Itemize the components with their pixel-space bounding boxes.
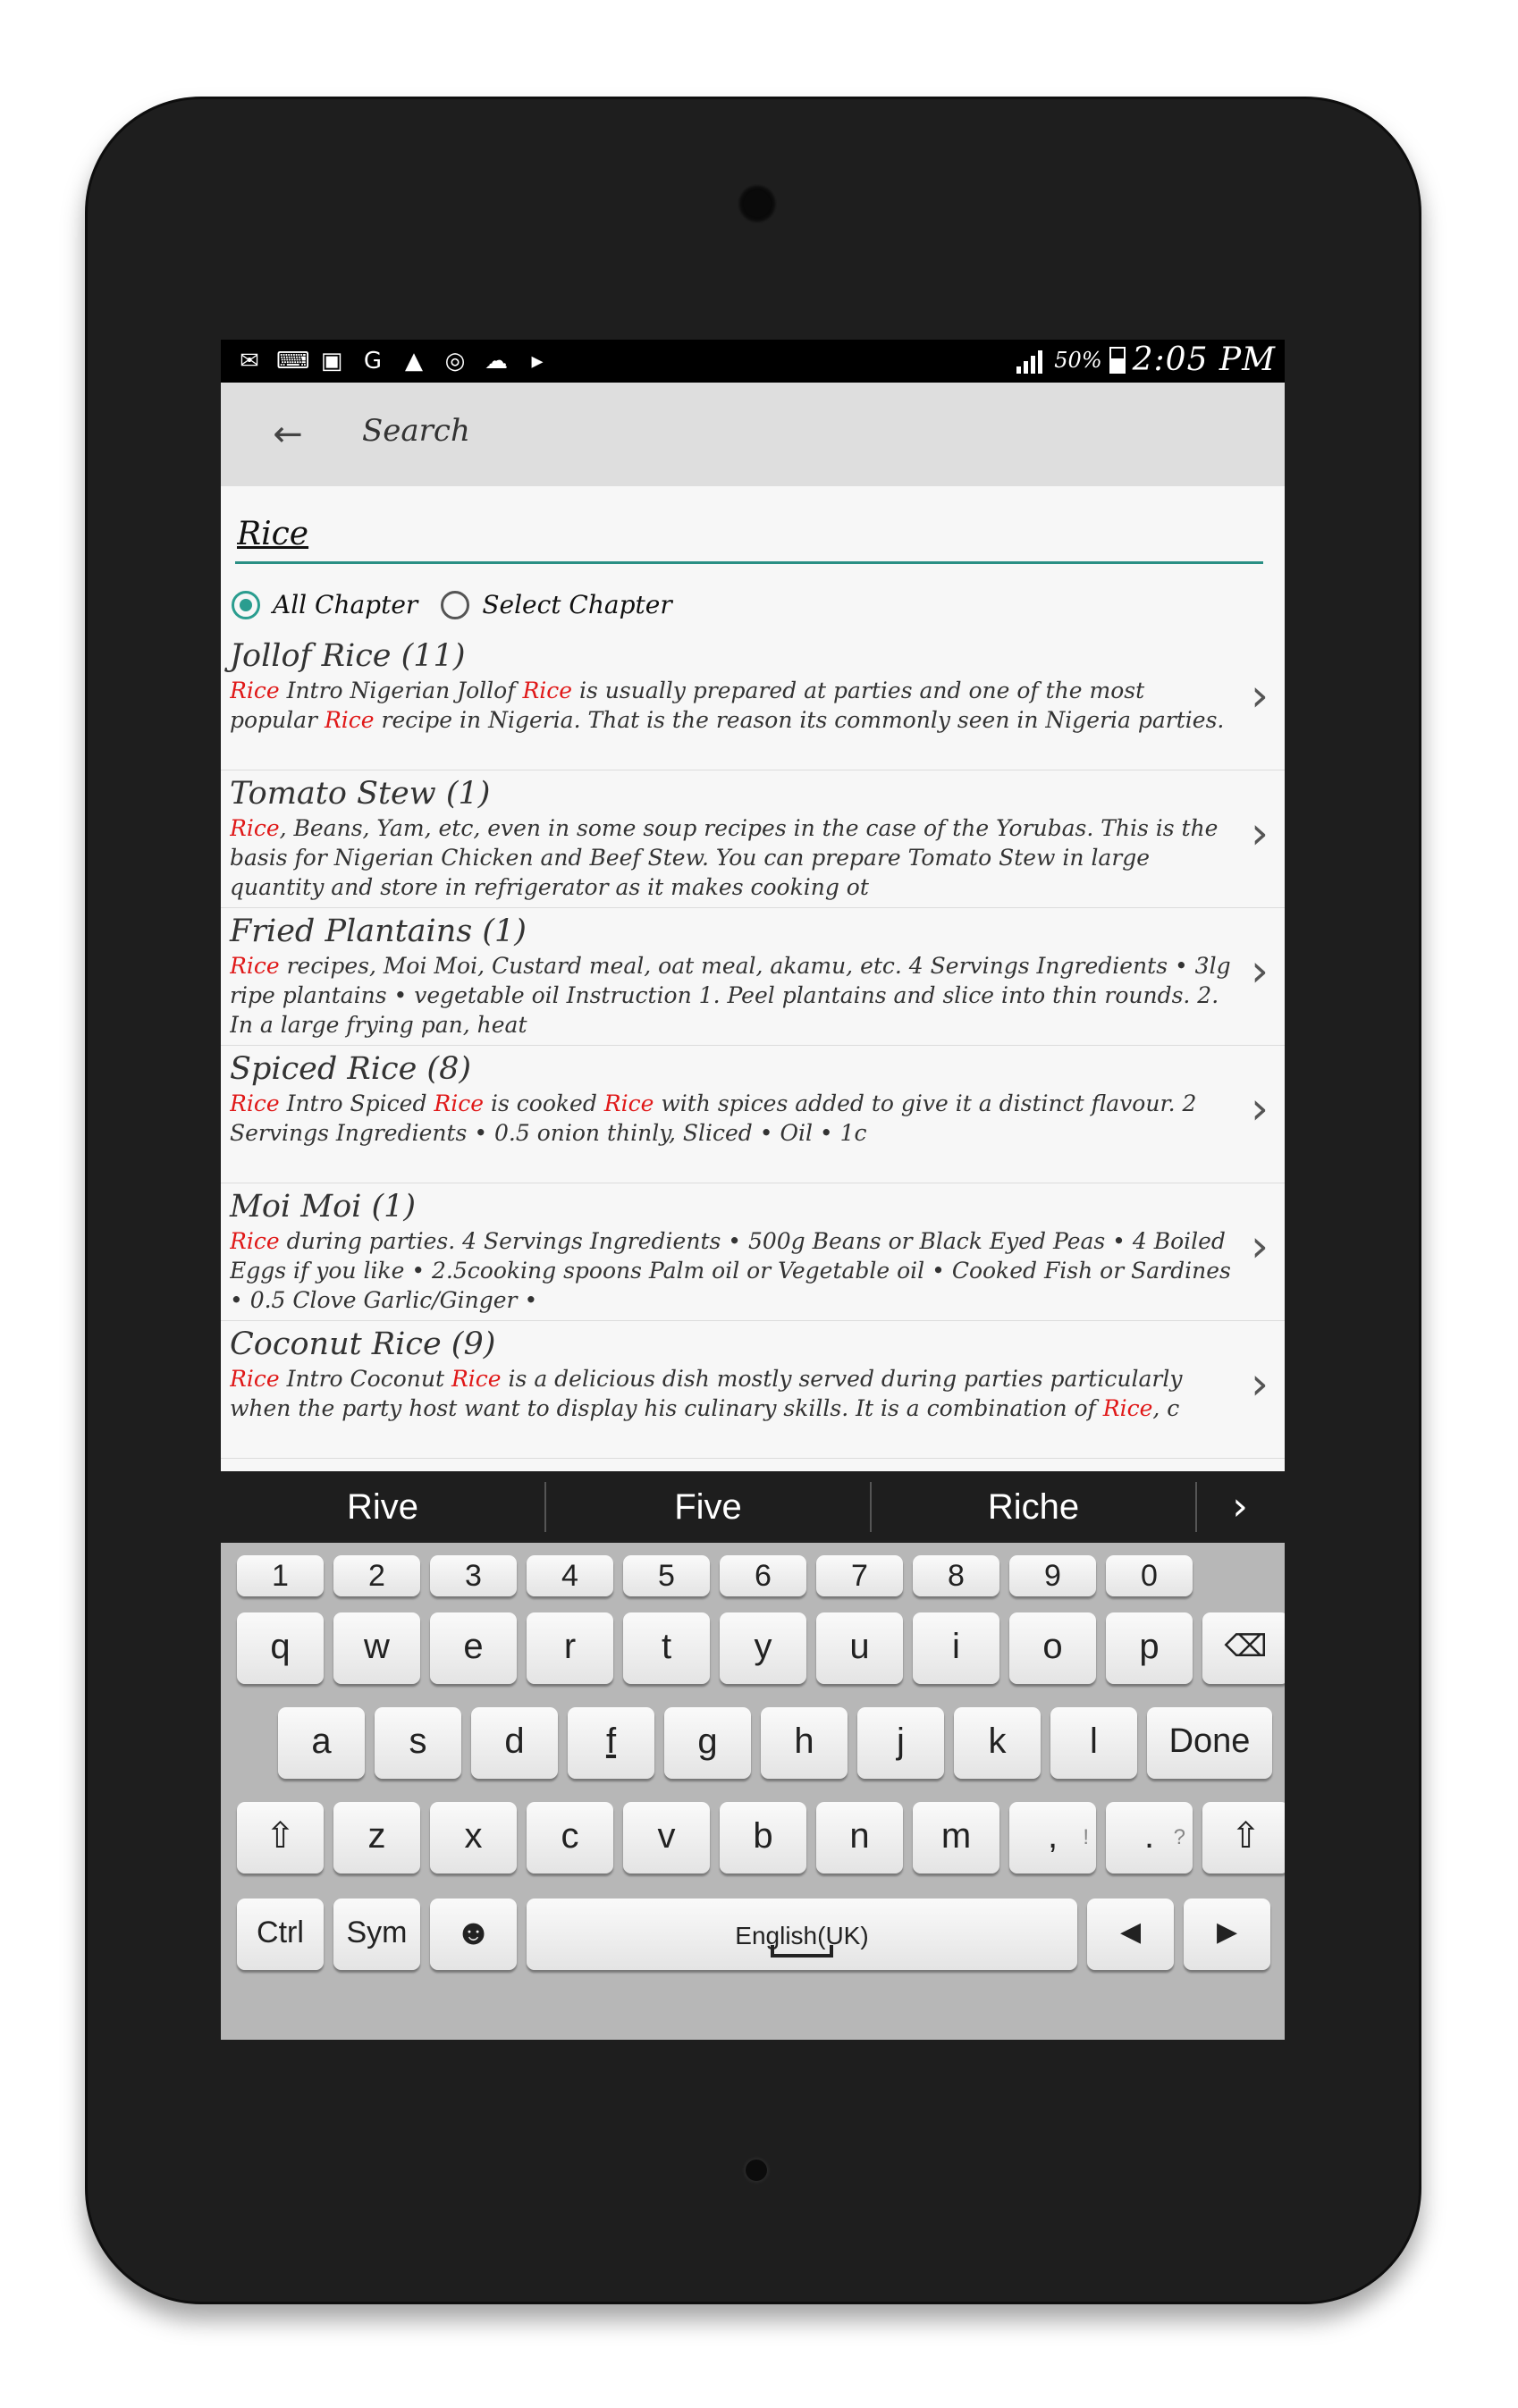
snippet-text: , Beans, Yam, etc, even in some soup recipes in the case of the Yorubas. This is the basis for Nigerian Chicken and Beef Stew. You can prepare Tomato Stew in large quantity and store in refrigerator as it makes cooking ot bbox=[230, 815, 1219, 900]
result-snippet bbox=[230, 951, 1231, 1040]
key-6[interactable]: 6 bbox=[720, 1555, 806, 1596]
result-title: Moi Moi (1) bbox=[230, 1189, 417, 1225]
result-title: Spiced Rice (8) bbox=[230, 1051, 471, 1087]
arrow-left-icon[interactable]: ◀ bbox=[1087, 1899, 1174, 1970]
key-f[interactable]: f bbox=[568, 1707, 654, 1779]
chevron-right-icon[interactable]: › bbox=[1232, 1484, 1248, 1529]
key-i[interactable]: i bbox=[913, 1612, 999, 1684]
highlighted-match: Rice bbox=[1102, 1395, 1153, 1421]
keyboard-icon: ⌨ bbox=[276, 348, 310, 375]
key-e[interactable]: e bbox=[430, 1612, 517, 1684]
result-snippet bbox=[230, 813, 1231, 902]
snippet-text: Intro Coconut bbox=[279, 1366, 451, 1392]
emoji-icon[interactable]: ☻ bbox=[430, 1899, 517, 1970]
number-row bbox=[237, 1555, 1193, 1596]
question-label: ? bbox=[1173, 1825, 1185, 1849]
result-title: Tomato Stew (1) bbox=[230, 776, 491, 812]
warning-icon: ▲ bbox=[405, 348, 423, 375]
select-chapter-label[interactable]: Select Chapter bbox=[482, 590, 672, 619]
all-chapter-label[interactable]: All Chapter bbox=[273, 590, 418, 619]
highlighted-match: Rice bbox=[230, 678, 280, 703]
key-7[interactable]: 7 bbox=[816, 1555, 903, 1596]
key-d[interactable]: d bbox=[471, 1707, 558, 1779]
home-sensor bbox=[746, 2160, 767, 2181]
highlighted-match: Rice bbox=[434, 1090, 485, 1116]
suggestion-3[interactable]: Riche bbox=[872, 1482, 1197, 1532]
search-field bbox=[235, 508, 1263, 564]
key-j[interactable]: j bbox=[857, 1707, 944, 1779]
battery-icon bbox=[1109, 347, 1126, 374]
chevron-right-icon[interactable]: › bbox=[1251, 669, 1269, 721]
key-g[interactable]: g bbox=[664, 1707, 751, 1779]
letter-row-1 bbox=[237, 1612, 1285, 1684]
exclamation-label: ! bbox=[1083, 1825, 1089, 1849]
snippet-text: Intro Nigerian Jollof bbox=[279, 678, 523, 703]
key-3[interactable]: 3 bbox=[430, 1555, 517, 1596]
result-item[interactable] bbox=[221, 1046, 1285, 1183]
key-b[interactable]: b bbox=[720, 1802, 806, 1873]
result-item[interactable] bbox=[221, 1321, 1285, 1459]
suggestion-1[interactable]: Rive bbox=[221, 1482, 546, 1532]
play-store-icon: ▸ bbox=[531, 348, 544, 375]
key-8[interactable]: 8 bbox=[913, 1555, 999, 1596]
snippet-text: is a delicious dish mostly served during parties particularly when the party host want to display his culinary skills. It is a combination of bbox=[230, 1366, 1183, 1421]
snippet-text: is cooked bbox=[484, 1090, 604, 1116]
mail-icon: ✉ bbox=[240, 348, 259, 375]
snippet-text: , c bbox=[1152, 1395, 1180, 1421]
notification-icons bbox=[235, 349, 552, 374]
key-0[interactable]: 0 bbox=[1106, 1555, 1193, 1596]
comma-key[interactable] bbox=[1009, 1802, 1096, 1873]
key-m[interactable]: m bbox=[913, 1802, 999, 1873]
highlighted-match: Rice bbox=[230, 1366, 280, 1392]
key-l[interactable]: l bbox=[1050, 1707, 1137, 1779]
snippet-text: during parties. 4 Servings Ingredients • 500g Beans or Black Eyed Peas • 4 Boiled Eggs if you like • 2.5cooking spoons Palm oil or Vegetable oil • Cooked Fish or Sardines • 0.5 Clove Garlic/Ginger • bbox=[230, 1228, 1231, 1313]
key-u[interactable]: u bbox=[816, 1612, 903, 1684]
suggestion-strip bbox=[221, 1471, 1285, 1543]
page-title: Search bbox=[362, 413, 470, 449]
highlighted-match: Rice bbox=[522, 678, 573, 703]
space-key[interactable] bbox=[527, 1899, 1077, 1970]
result-snippet bbox=[230, 676, 1231, 735]
result-snippet bbox=[230, 1089, 1231, 1148]
key-1[interactable]: 1 bbox=[237, 1555, 324, 1596]
select-chapter-radio[interactable] bbox=[441, 591, 469, 619]
chevron-right-icon[interactable]: › bbox=[1251, 1358, 1269, 1410]
snippet-text: Intro Spiced bbox=[279, 1090, 434, 1116]
space-key-label: English(UK) bbox=[735, 1922, 869, 1949]
signal-icon bbox=[1016, 347, 1047, 374]
highlighted-match: Rice bbox=[324, 707, 375, 733]
chevron-right-icon[interactable]: › bbox=[1251, 1220, 1269, 1272]
gallery-icon: ▣ bbox=[320, 348, 343, 375]
result-item[interactable] bbox=[221, 1183, 1285, 1321]
result-title: Fried Plantains (1) bbox=[230, 914, 527, 949]
highlighted-match: Rice bbox=[603, 1090, 654, 1116]
key-4[interactable]: 4 bbox=[527, 1555, 613, 1596]
on-screen-keyboard bbox=[221, 1543, 1285, 2040]
result-title: Jollof Rice (11) bbox=[230, 638, 466, 674]
highlighted-match: Rice bbox=[230, 1228, 280, 1254]
snippet-text: recipe in Nigeria. That is the reason its commonly seen in Nigeria parties. bbox=[374, 707, 1225, 733]
shift-left-icon[interactable]: ⇧ bbox=[237, 1802, 324, 1873]
chevron-right-icon[interactable]: › bbox=[1251, 807, 1269, 859]
result-snippet bbox=[230, 1364, 1231, 1423]
letter-row-3 bbox=[237, 1802, 1285, 1873]
key-x[interactable]: x bbox=[430, 1802, 517, 1873]
suggestion-2[interactable]: Five bbox=[546, 1482, 872, 1532]
comma-label: , bbox=[1047, 1816, 1058, 1856]
highlighted-match: Rice bbox=[230, 815, 280, 841]
key-k[interactable]: k bbox=[954, 1707, 1041, 1779]
app-toolbar bbox=[221, 383, 1285, 486]
snippet-text: is usually prepared at parties and one of the most popular bbox=[230, 678, 1145, 733]
highlighted-match: Rice bbox=[230, 953, 280, 979]
key-9[interactable]: 9 bbox=[1009, 1555, 1096, 1596]
shift-right-icon[interactable]: ⇧ bbox=[1202, 1802, 1285, 1873]
google-plus-icon: G bbox=[363, 348, 383, 375]
key-2[interactable]: 2 bbox=[333, 1555, 420, 1596]
result-item[interactable] bbox=[221, 633, 1285, 770]
key-p[interactable]: p bbox=[1106, 1612, 1193, 1684]
backspace-key[interactable]: ⌫ bbox=[1202, 1612, 1285, 1684]
device-screen bbox=[221, 340, 1285, 2040]
snippet-text: with spices added to give it a distinct flavour. 2 Servings Ingredients • 0.5 onion thinly, Sliced • Oil • 1c bbox=[230, 1090, 1197, 1146]
result-snippet bbox=[230, 1226, 1231, 1315]
all-chapter-radio[interactable] bbox=[232, 591, 260, 619]
key-v[interactable]: v bbox=[623, 1802, 710, 1873]
chevron-right-icon[interactable]: › bbox=[1251, 945, 1269, 997]
back-arrow-icon[interactable]: ← bbox=[273, 414, 303, 455]
key-y[interactable]: y bbox=[720, 1612, 806, 1684]
key-n[interactable]: n bbox=[816, 1802, 903, 1873]
search-input[interactable] bbox=[237, 511, 1256, 556]
search-results-list bbox=[221, 633, 1285, 1459]
result-title: Coconut Rice (9) bbox=[230, 1326, 496, 1362]
whatsapp-icon: ◎ bbox=[444, 348, 466, 375]
clock: 2:05 PM bbox=[1132, 341, 1276, 378]
highlighted-match: Rice bbox=[230, 1090, 280, 1116]
period-label: . bbox=[1143, 1816, 1155, 1856]
key-5[interactable]: 5 bbox=[623, 1555, 710, 1596]
status-right bbox=[1016, 341, 1276, 378]
cloud-icon: ☁ bbox=[485, 348, 508, 375]
key-r[interactable]: r bbox=[527, 1612, 613, 1684]
key-h[interactable]: h bbox=[761, 1707, 848, 1779]
space-bar-icon bbox=[771, 1945, 833, 1958]
key-w[interactable]: w bbox=[333, 1612, 420, 1684]
status-bar bbox=[221, 340, 1285, 383]
battery-percent: 50% bbox=[1054, 347, 1102, 373]
key-o[interactable]: o bbox=[1009, 1612, 1096, 1684]
letter-row-2 bbox=[278, 1707, 1272, 1779]
key-q[interactable]: q bbox=[237, 1612, 324, 1684]
front-camera bbox=[738, 184, 777, 223]
chevron-right-icon[interactable]: › bbox=[1251, 1082, 1269, 1134]
key-a[interactable]: a bbox=[278, 1707, 365, 1779]
result-item[interactable] bbox=[221, 770, 1285, 908]
result-item[interactable] bbox=[221, 908, 1285, 1046]
key-z[interactable]: z bbox=[333, 1802, 420, 1873]
snippet-text: recipes, Moi Moi, Custard meal, oat meal, akamu, etc. 4 Servings Ingredients • 3lg ripe plantains • vegetable oil Instruction 1. Peel plantains and slice into thin rounds. 2. In a large frying pan, heat bbox=[230, 953, 1231, 1038]
key-t[interactable]: t bbox=[623, 1612, 710, 1684]
arrow-right-icon[interactable]: ▶ bbox=[1184, 1899, 1270, 1970]
highlighted-match: Rice bbox=[451, 1366, 502, 1392]
key-s[interactable]: s bbox=[375, 1707, 461, 1779]
chapter-filter bbox=[232, 590, 688, 619]
bottom-row bbox=[237, 1899, 1270, 1970]
sym-key[interactable]: Sym bbox=[333, 1899, 420, 1970]
key-c[interactable]: c bbox=[527, 1802, 613, 1873]
period-key[interactable] bbox=[1106, 1802, 1193, 1873]
done-key[interactable]: Done bbox=[1147, 1707, 1272, 1779]
ctrl-key[interactable]: Ctrl bbox=[237, 1899, 324, 1970]
